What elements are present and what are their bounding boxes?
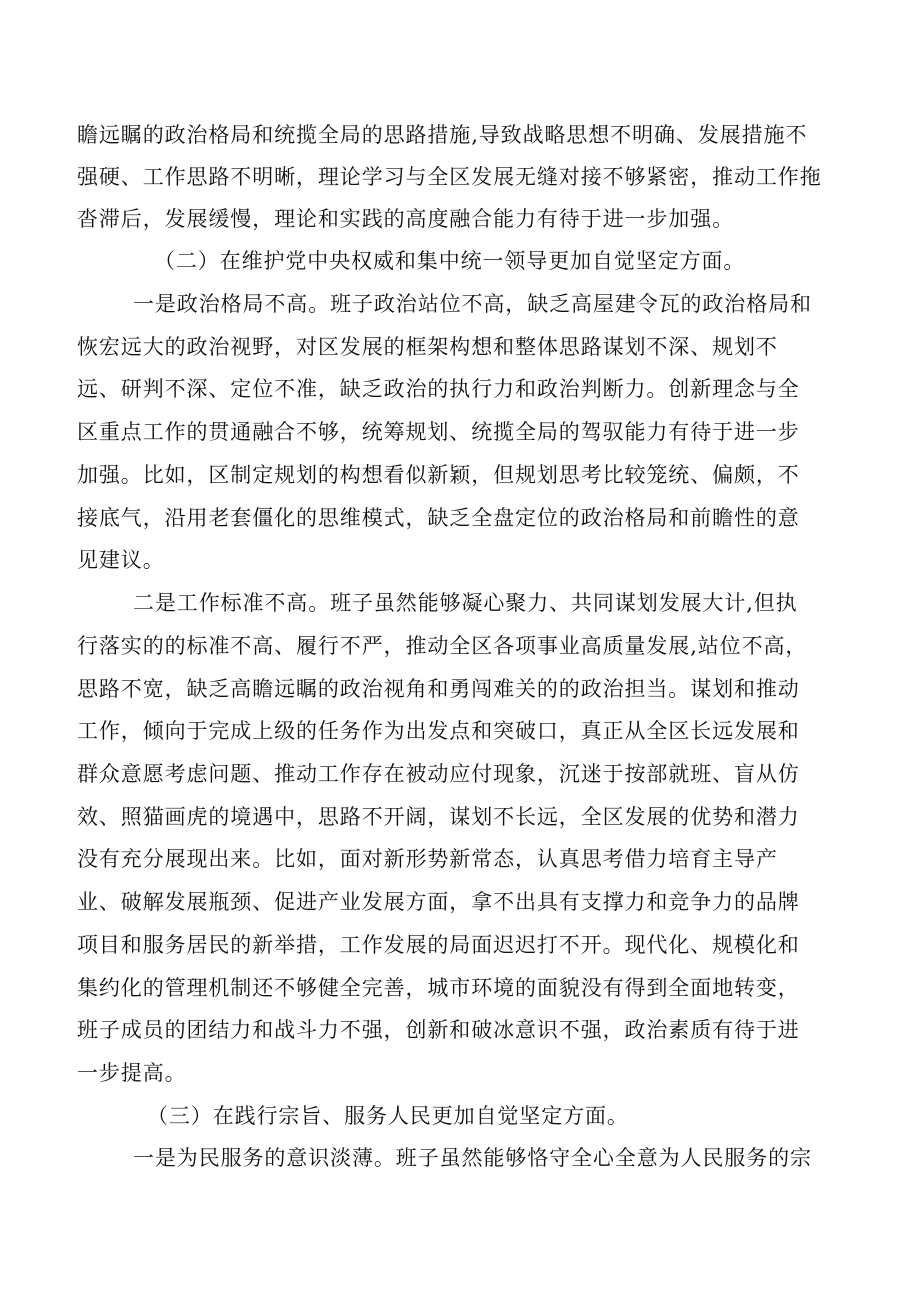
- text-line: 一步提高。: [77, 1061, 187, 1085]
- section-heading: （三）在践行宗旨、服务人民更加自觉坚定方面。: [147, 1104, 629, 1128]
- text-line: 区重点工作的贯通融合不够，统筹规划、统揽全局的驾驭能力有待于进一步: [77, 420, 800, 444]
- text-line: 群众意愿考虑问题、推动工作存在被动应付现象，沉迷于按部就班、盲从仿: [77, 762, 800, 786]
- text-line: 加强。比如，区制定规划的构想看似新颖，但规划思考比较笼统、偏颇，不: [77, 463, 800, 487]
- text-line: 远、研判不深、定位不准，缺乏政治的执行力和政治判断力。创新理念与全: [77, 377, 800, 401]
- text-line: 没有充分展现出来。比如，面对新形势新常态，认真思考借力培育主导产: [77, 847, 778, 871]
- text-line: 项目和服务居民的新举措，工作发展的局面迟迟打不开。现代化、规模化和: [77, 933, 800, 957]
- text-line: 一是为民服务的意识淡薄。班子虽然能够恪守全心全意为人民服务的宗: [133, 1146, 812, 1170]
- text-line: 见建议。: [77, 548, 165, 572]
- text-line: 沓滞后，发展缓慢，理论和实践的高度融合能力有待于进一步加强。: [77, 207, 734, 231]
- text-line: 一是政治格局不高。班子政治站位不高，缺乏高屋建令瓦的政治格局和: [133, 292, 812, 316]
- text-line: 集约化的管理机制还不够健全完善，城市环境的面貌没有得到全面地转变，: [77, 976, 800, 1000]
- text-line: 接底气，沿用老套僵化的思维模式，缺乏全盘定位的政治格局和前瞻性的意: [77, 506, 800, 530]
- text-line: 恢宏远大的政治视野，对区发展的框架构想和整体思路谋划不深、规划不: [77, 335, 778, 359]
- text-line: 强硬、工作思路不明晰，理论学习与全区发展无缝对接不够紧密，推动工作拖: [77, 165, 822, 189]
- text-line: 工作，倾向于完成上级的任务作为出发点和突破口，真正从全区长远发展和: [77, 719, 800, 743]
- text-line: 行落实的的标准不高、履行不严，推动全区各项事业高质量发展,站位不高，: [77, 634, 808, 658]
- section-heading: （二）在维护党中央权威和集中统一领导更加自觉坚定方面。: [154, 249, 746, 273]
- text-line: 二是工作标准不高。班子虽然能够凝心聚力、共同谋划发展大计,但执: [133, 591, 798, 615]
- text-line: 业、破解发展瓶颈、促进产业发展方面，拿不出具有支撑力和竞争力的品牌: [77, 890, 800, 914]
- text-line: 瞻远瞩的政治格局和统揽全局的思路措施,导致战略思想不明确、发展措施不: [77, 123, 808, 147]
- text-line: 思路不宽，缺乏高瞻远瞩的政治视角和勇闯难关的的政治担当。谋划和推动: [77, 677, 800, 701]
- text-line: 班子成员的团结力和战斗力不强，创新和破冰意识不强，政治素质有待于进: [77, 1018, 800, 1042]
- text-line: 效、照猫画虎的境遇中，思路不开阔，谋划不长远，全区发展的优势和潜力: [77, 805, 800, 829]
